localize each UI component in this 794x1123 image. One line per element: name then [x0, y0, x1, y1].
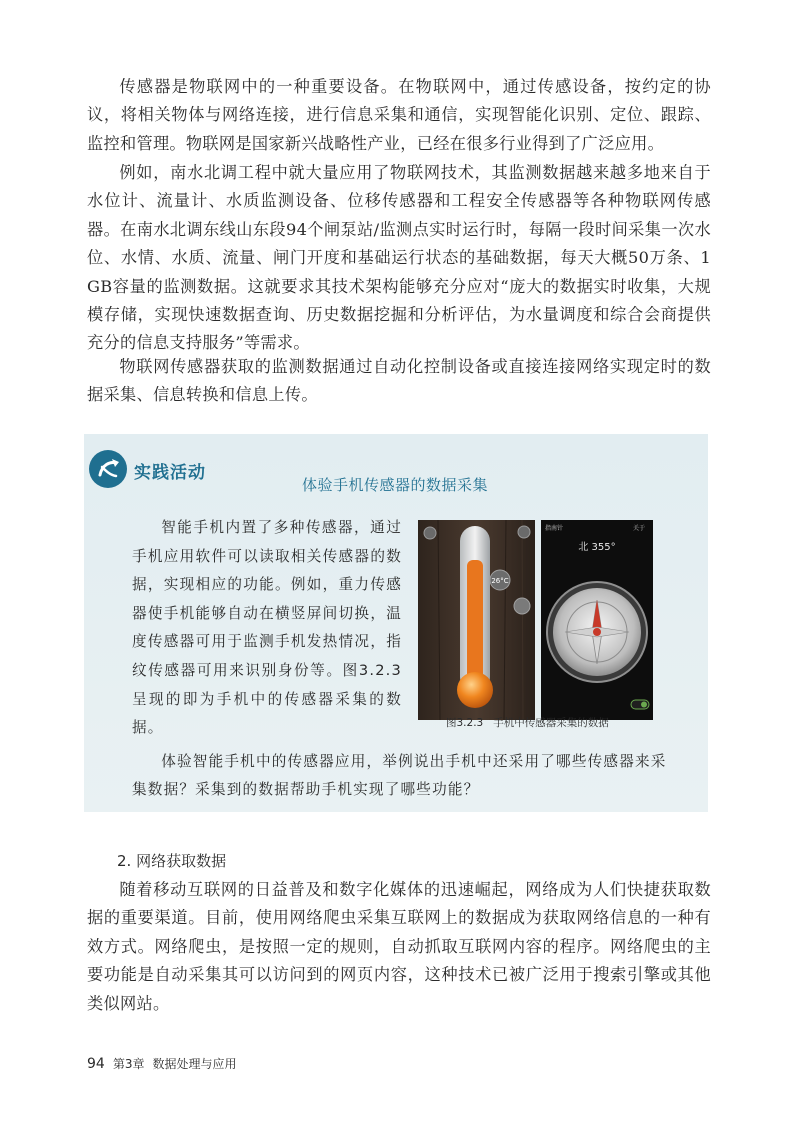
thermometer-illustration: [418, 520, 535, 720]
compass-reading: 北 355°: [578, 542, 616, 553]
compass-about-link: 关于: [632, 525, 645, 532]
thermometer-app-screenshot: [418, 520, 535, 720]
section-heading: 2. 网络获取数据: [117, 852, 227, 870]
chapter-label: 第3章: [112, 1057, 145, 1071]
activity-body-text: 智能手机内置了多种传感器，通过手机应用软件可以读取相关传感器的数据，实现相应的功能。例如，重力传感器使手机能够自动在横竖屏间切换，温度传感器可用于监测手机发热情况，指纹传感器可用来识别身份等。图3.2.3呈现的即为手机中的传感器采集的数据。: [132, 519, 402, 737]
practice-activity-box: [84, 434, 708, 812]
temperature-reading: 26°C: [491, 577, 509, 585]
compass-illustration: [541, 520, 653, 720]
compass-app-screenshot: [541, 520, 653, 720]
activity-label: 实践活动: [134, 463, 206, 483]
figure-number: 图3.2.3: [446, 717, 484, 729]
figure-caption-text: 手机中传感器采集的数据: [493, 717, 609, 729]
body-paragraph-1: 传感器是物联网中的一种重要设备。在物联网中，通过传感设备，按约定的协议，将相关物体与网络连接，进行信息采集和通信，实现智能化识别、定位、跟踪、监控和管理。物联网是国家新兴战略性产业，已经在很多行业得到了广泛应用。: [87, 77, 711, 153]
activity-title: 体验手机传感器的数据采集: [302, 476, 489, 494]
body-paragraph-3: 物联网传感器获取的监测数据通过自动化控制设备或直接连接网络实现定时的数据采集、信息转换和信息上传。: [87, 357, 711, 405]
activity-question: 体验智能手机中的传感器应用，举例说出手机中还采用了哪些传感器来采集数据？采集到的数据帮助手机实现了哪些功能？: [132, 753, 667, 798]
body-paragraph-4: 随着移动互联网的日益普及和数字化媒体的迅速崛起，网络成为人们快捷获取数据的重要渠道。目前，使用网络爬虫采集互联网上的数据成为获取网络信息的一种有效方式。网络爬虫，是按照一定的规则，自动抓取互联网内容的程序。网络爬虫的主要功能是自动采集其可以访问到的网页内容，这种技术已被广泛用于搜索引擎或其他类似网站。: [87, 880, 711, 1013]
body-paragraph-2: 例如，南水北调工程中就大量应用了物联网技术，其监测数据越来越多地来自于水位计、流量计、水质监测设备、位移传感器和工程安全传感器等各种物联网传感器。在南水北调东线山东段94个闸泵站/监测点实时运行时，每隔一段时间采集一次水位、水情、水质、流量、闸门开度和基础运行状态的基础数据，每天大概50万条、1 GB容量的监测数据。这就要求其技术架构能够充分应对“庞大的数据实时收集，大规模存储，实现快速数据查询、历史数据挖掘和分析评估，为水量调度和综合会商提供充分的信息支持服务”等需求。: [87, 163, 711, 353]
activity-badge-icon: [88, 449, 128, 489]
chapter-title: 数据处理与应用: [152, 1057, 237, 1071]
page-footer: [87, 1055, 236, 1072]
figure-caption: [446, 715, 619, 730]
page-number: 94: [87, 1056, 105, 1072]
compass-app-title: 指南针: [545, 525, 564, 532]
